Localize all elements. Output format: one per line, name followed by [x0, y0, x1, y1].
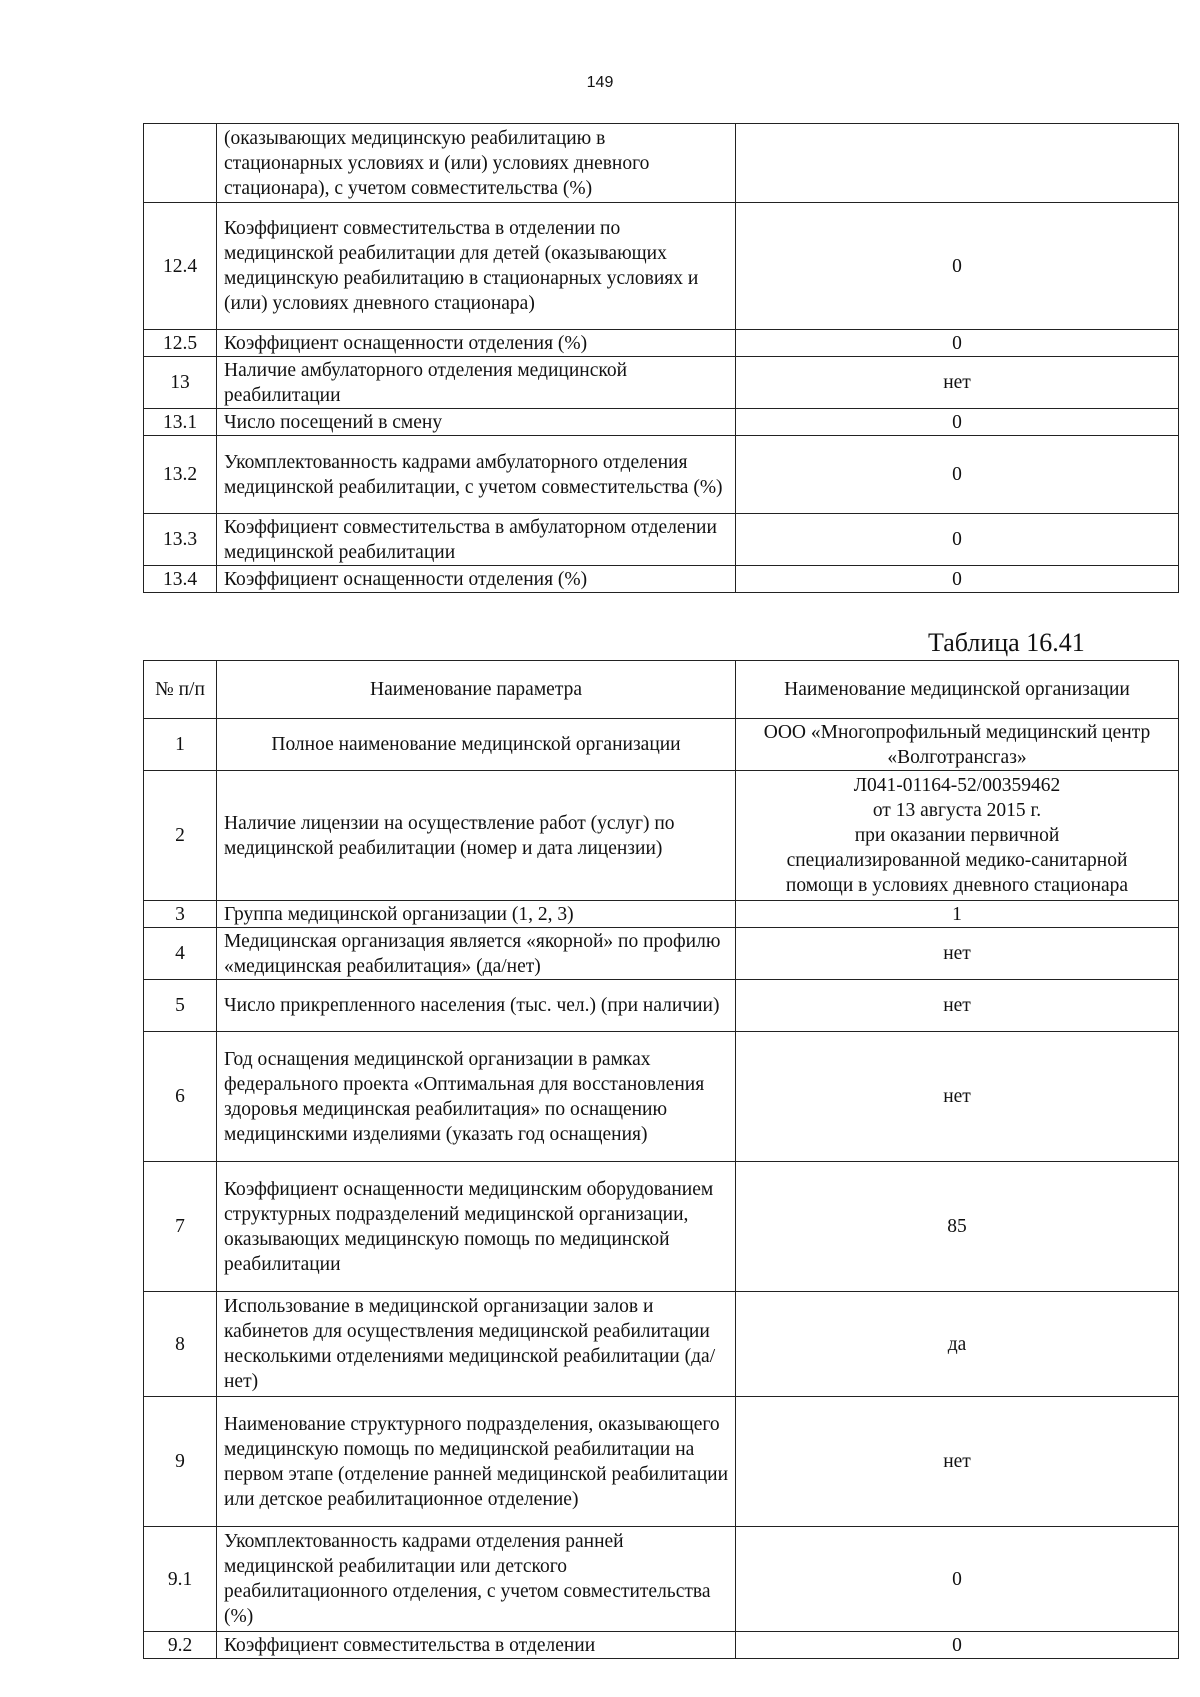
row-number: 13.1: [144, 409, 217, 436]
parameter-value: 0: [736, 409, 1179, 436]
parameter-value: нет: [736, 1397, 1179, 1527]
parameter-name: Полное наименование медицинской организации: [217, 719, 736, 771]
parameter-value: нет: [736, 1032, 1179, 1162]
parameter-value: ООО «Многопрофильный медицинский центр «Волготрансгаз»: [736, 719, 1179, 771]
parameter-name: Укомплектованность кадрами отделения ранней медицинской реабилитации или детского реабилитационного отделения, с учетом совместительства (%): [217, 1527, 736, 1632]
row-number: 6: [144, 1032, 217, 1162]
parameter-name: Год оснащения медицинской организации в рамках федерального проекта «Оптимальная для восстановления здоровья медицинская реабилитация» по оснащению медицинскими изделиями (указать год оснащения): [217, 1032, 736, 1162]
table-header-row: [144, 661, 1179, 719]
parameter-name: Коэффициент совместительства в амбулаторном отделении медицинской реабилитации: [217, 514, 736, 566]
table-row: [144, 436, 1179, 514]
parameter-name: Коэффициент оснащенности отделения (%): [217, 330, 736, 357]
license-value: [736, 771, 1179, 901]
parameter-name: Группа медицинской организации (1, 2, 3): [217, 901, 736, 928]
parameter-name: Коэффициент совместительства в отделении по медицинской реабилитации для детей (оказывающих медицинскую реабилитацию в стационарных условиях и (или) условиях дневного стационара): [217, 203, 736, 330]
parameter-name: Коэффициент оснащенности отделения (%): [217, 566, 736, 593]
parameter-value: 85: [736, 1162, 1179, 1292]
row-number: 1: [144, 719, 217, 771]
table-row: [144, 330, 1179, 357]
parameter-value: нет: [736, 357, 1179, 409]
row-number: [144, 124, 217, 203]
organization-parameters-table: [143, 660, 1179, 1659]
parameter-value: 0: [736, 330, 1179, 357]
parameter-name: (оказывающих медицинскую реабилитацию в стационарных условиях и (или) условиях дневного стационара), с учетом совместительства (%): [217, 124, 736, 203]
table-row: [144, 203, 1179, 330]
table-row: [144, 357, 1179, 409]
row-number: 4: [144, 928, 217, 980]
row-number: 13.2: [144, 436, 217, 514]
row-number: 12.4: [144, 203, 217, 330]
page-number: 149: [586, 74, 614, 91]
table-row: [144, 901, 1179, 928]
parameter-value: [736, 124, 1179, 203]
table-row: [144, 1527, 1179, 1632]
row-number: 9: [144, 1397, 217, 1527]
table-row: [144, 980, 1179, 1032]
parameter-value: 0: [736, 514, 1179, 566]
row-number: 12.5: [144, 330, 217, 357]
parameter-name: Коэффициент совместительства в отделении: [217, 1632, 736, 1659]
column-header-number: № п/п: [144, 661, 217, 719]
license-number: Л041-01164-52/00359462: [853, 775, 1061, 796]
row-number: 13.3: [144, 514, 217, 566]
parameter-value: 0: [736, 203, 1179, 330]
row-number: 2: [144, 771, 217, 901]
license-scope-line: специализированной медико-санитарной: [786, 850, 1128, 871]
parameter-value: да: [736, 1292, 1179, 1397]
row-number: 5: [144, 980, 217, 1032]
table-row: [144, 1292, 1179, 1397]
parameter-name: Число посещений в смену: [217, 409, 736, 436]
parameter-value: 0: [736, 566, 1179, 593]
row-number: 13: [144, 357, 217, 409]
parameter-value: 1: [736, 901, 1179, 928]
parameter-name: Использование в медицинской организации залов и кабинетов для осуществления медицинской реабилитации несколькими отделениями медицинской реабилитации (да/нет): [217, 1292, 736, 1397]
parameter-value: нет: [736, 928, 1179, 980]
table-row: [144, 1032, 1179, 1162]
table-row: [144, 514, 1179, 566]
column-header-organization: Наименование медицинской организации: [736, 661, 1179, 719]
row-number: 13.4: [144, 566, 217, 593]
parameter-name: Наименование структурного подразделения, оказывающего медицинскую помощь по медицинской реабилитации на первом этапе (отделение ранней медицинской реабилитации или детское реабилитационное отделение): [217, 1397, 736, 1527]
column-header-parameter: Наименование параметра: [217, 661, 736, 719]
parameter-name: Наличие амбулаторного отделения медицинской реабилитации: [217, 357, 736, 409]
row-number: 9.2: [144, 1632, 217, 1659]
license-scope-line: при оказании первичной: [854, 825, 1060, 846]
row-number: 3: [144, 901, 217, 928]
table-row: [144, 124, 1179, 203]
table-row: [144, 1397, 1179, 1527]
parameter-value: 0: [736, 436, 1179, 514]
parameter-name: Медицинская организация является «якорной» по профилю «медицинская реабилитация» (да/нет): [217, 928, 736, 980]
table-row: [144, 566, 1179, 593]
table-row: [144, 771, 1179, 901]
table-row: [144, 1162, 1179, 1292]
parameter-name: Коэффициент оснащенности медицинским оборудованием структурных подразделений медицинской организации, оказывающих медицинскую помощь по медицинской реабилитации: [217, 1162, 736, 1292]
row-number: 9.1: [144, 1527, 217, 1632]
license-date: от 13 августа 2015 г.: [872, 800, 1042, 821]
row-number: 7: [144, 1162, 217, 1292]
parameter-name: Наличие лицензии на осуществление работ (услуг) по медицинской реабилитации (номер и дата лицензии): [217, 771, 736, 901]
parameter-value: 0: [736, 1632, 1179, 1659]
license-scope-line: помощи в условиях дневного стационара: [785, 875, 1129, 896]
table-row: [144, 928, 1179, 980]
parameter-value: 0: [736, 1527, 1179, 1632]
table-row: [144, 719, 1179, 771]
table-title: Таблица 16.41: [928, 628, 1085, 657]
parameter-value: нет: [736, 980, 1179, 1032]
parameter-name: Укомплектованность кадрами амбулаторного отделения медицинской реабилитации, с учетом совместительства (%): [217, 436, 736, 514]
parameter-name: Число прикрепленного населения (тыс. чел.) (при наличии): [217, 980, 736, 1032]
row-number: 8: [144, 1292, 217, 1397]
parameters-table-continued: [143, 123, 1179, 593]
table-row: [144, 409, 1179, 436]
table-row: [144, 1632, 1179, 1659]
